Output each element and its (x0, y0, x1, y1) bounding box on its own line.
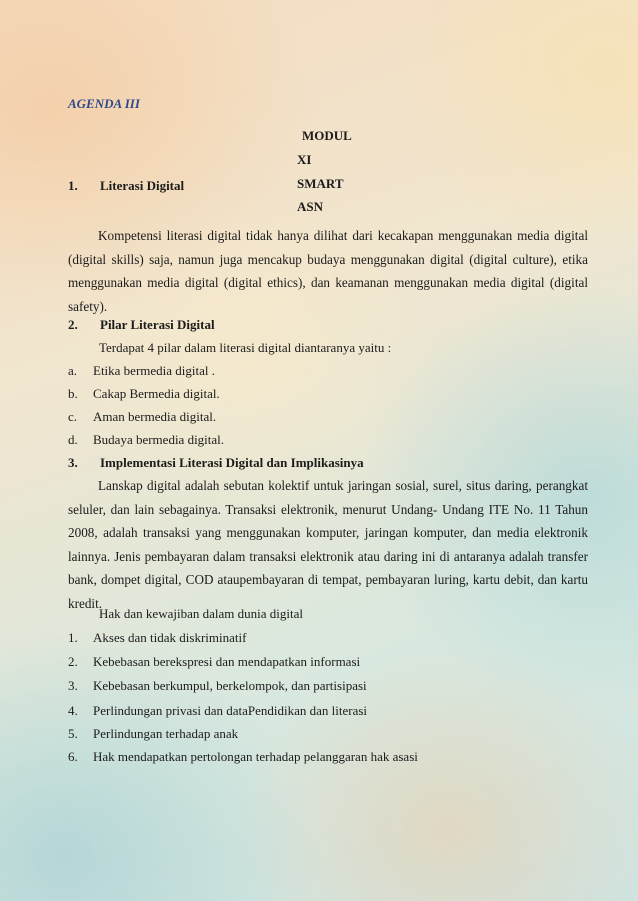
section-3-heading (68, 455, 364, 471)
modul-line-2: XI (297, 152, 312, 167)
pilar-intro: Terdapat 4 pilar dalam literasi digital diantaranya yaitu : (99, 340, 392, 355)
list-item: b. Cakap Bermedia digital. (68, 386, 220, 401)
section-number: 2. (68, 317, 78, 332)
list-item: 6. Hak mendapatkan pertolongan terhadap pelanggaran hak asasi (68, 749, 418, 764)
list-item: 4. Perlindungan privasi dan dataPendidikan dan literasi (68, 703, 368, 718)
section-2-heading (68, 317, 215, 333)
list-item: a. Etika bermedia digital . (68, 363, 216, 378)
section-title: Implementasi Literasi Digital dan Implikasinya (100, 455, 364, 470)
modul-line-1: MODUL (302, 128, 352, 143)
paragraph-kompetensi: Kompetensi literasi digital tidak hanya dilihat dari kecakapan menggunakan media digital (digital skills) saja, namun juga mencakup budaya menggunakan digital (digital culture), etika menggunakan media digital (digital ethics), dan keamanan menggunakan media digital (digital safety). (68, 228, 588, 314)
paragraph-lanskap-digital: Lanskap digital adalah sebutan kolektif untuk jaringan sosial, surel, situs daring, perangkat seluler, dan lain sebagainya. Transaksi elektronik, menurut Undang- Undang ITE No. 11 Tahun 2008, adalah transaksi yang menggunakan komputer, jaringan komputer, dan media elektronik lainnya. Jenis pembayaran dalam transaksi elektronik atau daring ini di antaranya adalah transfer bank, dompet digital, COD ataupembayaran di tempat, pembayaran luring, kartu debit, dan kartu kredit. (68, 478, 588, 611)
modul-line-4: ASN (297, 199, 324, 214)
list-item: 2. Kebebasan berekspresi dan mendapatkan informasi (68, 654, 361, 669)
list-item: d. Budaya bermedia digital. (68, 432, 225, 447)
hak-intro: Hak dan kewajiban dalam dunia digital (99, 606, 303, 621)
list-item: 3. Kebebasan berkumpul, berkelompok, dan partisipasi (68, 678, 367, 693)
section-title: Literasi Digital (100, 178, 185, 193)
section-number: 3. (68, 455, 78, 470)
agenda-heading: AGENDA III (68, 96, 140, 111)
modul-line-3: SMART (297, 176, 344, 191)
list-item: 5. Perlindungan terhadap anak (68, 726, 239, 741)
section-number: 1. (68, 178, 78, 193)
list-item: 1. Akses dan tidak diskriminatif (68, 630, 247, 645)
section-title: Pilar Literasi Digital (100, 317, 215, 332)
section-1-heading (68, 178, 184, 194)
list-item: c. Aman bermedia digital. (68, 409, 217, 424)
